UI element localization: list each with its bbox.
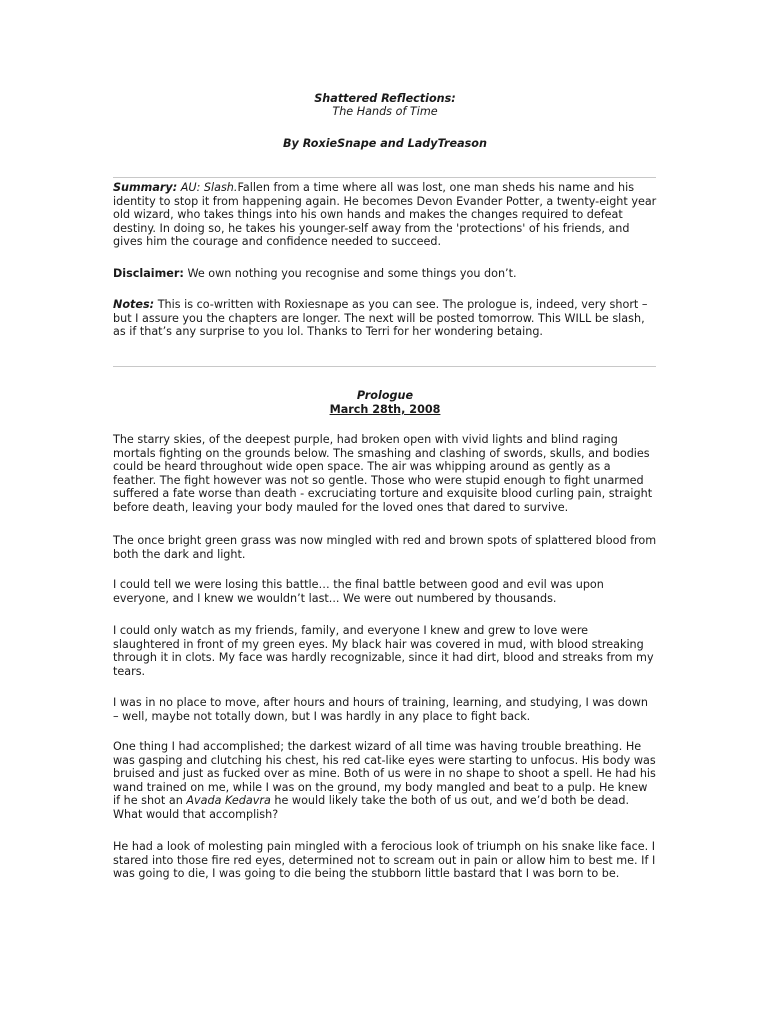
paragraph-6-text-a: One thing I had accomplished; the darkest wizard of all time was having trouble breathing. He was gasping and clutching his chest, his red cat-like eyes were starting to unfocus. His body was bruised and just as fucked over as mine. Both of us were in no shape to shoot a spell. He had his wand trained on me, while I was on the ground, my body mangled and beat to a pulp. He knew if he shot an xyxy=(113,740,656,808)
paragraph-6-text-b: he would likely take the both of us out, and we’d both be dead. What would that accomplish? xyxy=(113,794,630,821)
disclaimer-paragraph xyxy=(113,267,657,281)
story-subtitle: The Hands of Time xyxy=(332,105,438,118)
divider-bottom xyxy=(113,366,656,367)
story-title: Shattered Reflections: xyxy=(314,92,456,105)
summary-text: Fallen from a time where all was lost, one man sheds his name and his identity to stop it from happening again. He becomes Devon Evander Potter, a twenty-eight year old wizard, who takes things into his own hands and makes the changes required to defeat destiny. In doing so, he takes his younger-self away from the 'protections' of his friends, and gives him the courage and confidence needed to succeed. xyxy=(113,181,657,249)
disclaimer-text: We own nothing you recognise and some things you don’t. xyxy=(187,267,517,280)
prologue-paragraph-1: The starry skies, of the deepest purple, had broken open with vivid lights and blind raging mortals fighting on the grounds below. The smashing and clashing of swords, skulls, and bodies could be heard throughout wide open space. The air was whipping around as gently as a feather. The fight however was not so gentle. Those who were stupid enough to fight unarmed suffered a fate worse than death - excruciating torture and exquisite blood curling pain, straight before death, leaving your body mauled for the loved ones that dared to survive. xyxy=(113,433,653,514)
prologue-paragraph-5: I was in no place to move, after hours and hours of training, learning, and studying, I was down – well, maybe not totally down, but I was hardly in any place to fight back. xyxy=(113,696,648,723)
story-byline: By RoxieSnape and LadyTreason xyxy=(283,137,487,150)
notes-paragraph xyxy=(113,298,657,339)
summary-tag: AU: Slash. xyxy=(180,181,238,194)
notes-label: Notes: xyxy=(113,298,155,311)
prologue-title: Prologue xyxy=(356,389,414,402)
prologue-paragraph-2: The once bright green grass was now mingled with red and brown spots of splattered blood from both the dark and light. xyxy=(113,534,657,561)
prologue-paragraph-3: I could tell we were losing this battle… the final battle between good and evil was upon everyone, and I knew we wouldn’t last... We were out numbered by thousands. xyxy=(113,578,604,605)
divider-top xyxy=(113,177,656,178)
prologue-paragraph-4: I could only watch as my friends, family, and everyone I knew and grew to love were slaughtered in front of my green eyes. My black hair was covered in mud, with blood streaking through it in clots. My face was hardly recognizable, since it had dirt, blood and streaks from my tears. xyxy=(113,624,654,678)
prologue-paragraph-7: He had a look of molesting pain mingled with a ferocious look of triumph on his snake like face. I stared into those fire red eyes, determined not to scream out in pain or allow him to best me. If I was going to die, I was going to die being the stubborn little bastard that I was born to be. xyxy=(113,840,656,881)
summary-paragraph xyxy=(113,181,657,249)
disclaimer-label: Disclaimer: xyxy=(113,267,184,280)
notes-text: This is co-written with Roxiesnape as you can see. The prologue is, indeed, very short – but I assure you the chapters are longer. The next will be posted tomorrow. This WILL be slash, as if that’s any surprise to you lol. Thanks to Terri for her wondering betaing. xyxy=(113,298,648,339)
prologue-paragraph-6 xyxy=(113,740,657,822)
summary-label: Summary: xyxy=(113,181,178,194)
prologue-date: March 28th, 2008 xyxy=(329,403,441,416)
spell-name: Avada Kedavra xyxy=(186,794,271,808)
